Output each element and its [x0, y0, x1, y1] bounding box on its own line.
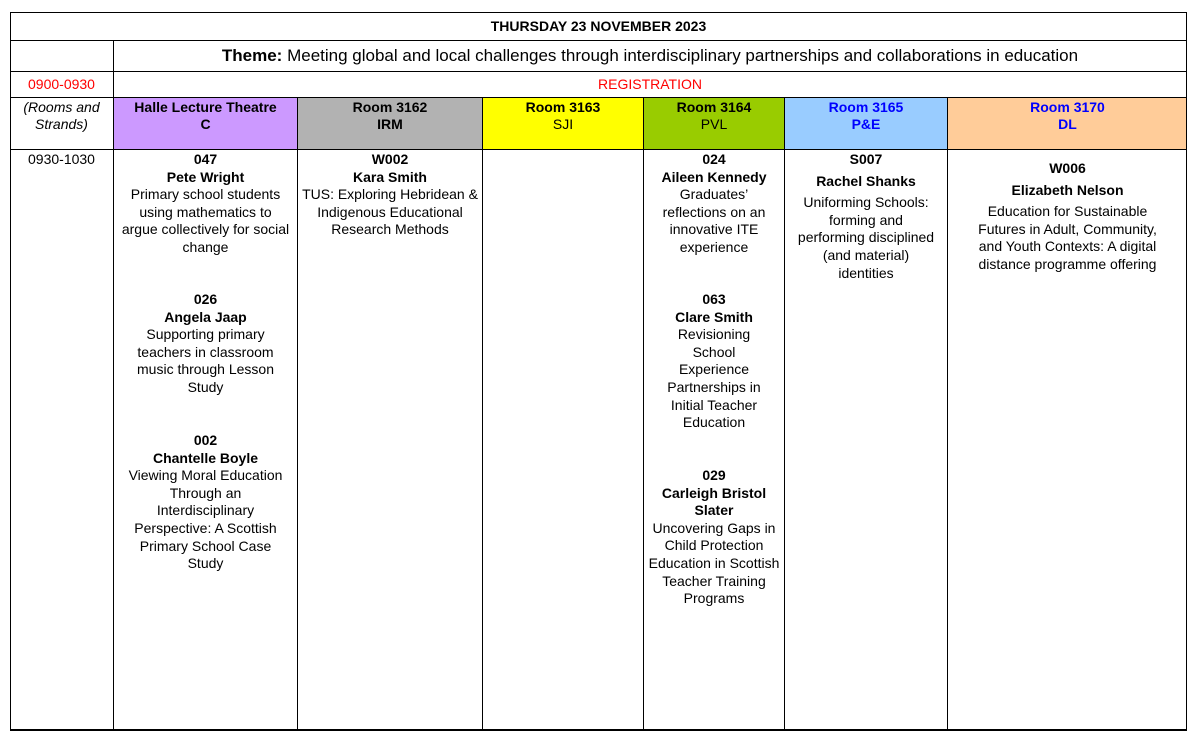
presenter-name: Elizabeth Nelson	[1011, 181, 1124, 198]
presenter-name: Kara Smith	[353, 168, 427, 185]
divider	[784, 97, 785, 731]
session-title: TUS: Exploring Hebridean & Indigenous Educational Research Methods	[302, 186, 478, 238]
border-left	[10, 12, 11, 731]
session-title: Viewing Moral Education Through an Interdisciplinary Perspective: A Scottish Primary School Case Study	[128, 467, 283, 572]
session-029	[644, 467, 784, 608]
room-header-3165	[785, 98, 947, 149]
room-header-3164	[644, 98, 784, 149]
session-026	[114, 291, 297, 397]
divider	[643, 97, 644, 731]
room-name: Room 3163	[525, 99, 601, 115]
room-name: Halle Lecture Theatre	[134, 99, 277, 115]
session-code: 029	[702, 467, 726, 483]
presenter-name: Chantelle Boyle	[152, 449, 259, 466]
session-code: 024	[702, 151, 726, 167]
presenter-name: Rachel Shanks	[816, 172, 916, 189]
session-w006	[948, 160, 1187, 274]
session-code: 063	[702, 291, 726, 307]
divider	[947, 97, 948, 731]
session-024	[644, 151, 784, 257]
session-title: Revisioning School Experience Partnerships in Initial Teacher Education	[667, 326, 761, 431]
strand-code: PVL	[700, 116, 728, 132]
session-title: Graduates’ reflections on an innovative ITE experience	[662, 186, 766, 255]
session-s007	[785, 151, 947, 282]
rooms-and-strands-label	[10, 98, 113, 149]
date-title: THURSDAY 23 NOVEMBER 2023	[490, 18, 707, 34]
strand-code: DL	[1058, 116, 1077, 132]
room-name: Room 3162	[352, 99, 428, 115]
room-header-halle	[114, 98, 297, 149]
session-code: W002	[371, 151, 409, 167]
session-code: 047	[193, 151, 218, 167]
room-header-3162	[298, 98, 482, 149]
session-title: Supporting primary teachers in classroom music through Lesson Study	[137, 326, 274, 395]
registration-time: 0900-0930	[28, 76, 95, 92]
session-002	[114, 432, 297, 573]
theme-label: Theme:	[221, 46, 283, 65]
border-top	[10, 12, 1187, 13]
presenter-name: Clare Smith	[675, 308, 753, 325]
divider	[297, 97, 298, 731]
slot-time: 0930-1030	[28, 151, 95, 167]
theme-row	[113, 41, 1187, 71]
divider	[113, 40, 114, 731]
session-w002	[298, 151, 482, 239]
session-code: W006	[1049, 160, 1086, 176]
divider	[10, 149, 1187, 150]
session-063	[644, 291, 784, 432]
presenter-name: Carleigh Bristol Slater	[661, 484, 767, 519]
rooms-label-line1: (Rooms and	[23, 99, 100, 115]
schedule-table	[10, 12, 1187, 730]
divider	[10, 97, 1187, 98]
strand-code: P&E	[851, 116, 881, 132]
theme-text: Meeting global and local challenges through interdisciplinary partnerships and collaborations in education	[282, 46, 1079, 65]
border-right	[1186, 12, 1187, 731]
room-name: Room 3164	[676, 99, 752, 115]
presenter-name: Aileen Kennedy	[661, 168, 767, 185]
session-code: S007	[849, 151, 883, 167]
session-code: 002	[193, 432, 218, 448]
divider	[10, 40, 1187, 41]
room-name: Room 3170	[1030, 99, 1105, 115]
strand-code: SJI	[552, 116, 574, 132]
session-title: Primary school students using mathematics to argue collectively for social change	[121, 186, 290, 255]
room-header-3170	[948, 98, 1187, 149]
room-header-3163	[483, 98, 643, 149]
session-title: Education for Sustainable Futures in Adult, Community, and Youth Contexts: A digital distance programme offering	[978, 203, 1157, 272]
session-title: Uniforming Schools: forming and performing disciplined (and material) identities	[797, 194, 935, 281]
session-title: Uncovering Gaps in Child Protection Education in Scottish Teacher Training Programs	[648, 519, 780, 607]
room-name: Room 3165	[828, 99, 904, 115]
presenter-name: Pete Wright	[166, 168, 245, 185]
presenter-name: Angela Jaap	[164, 308, 247, 325]
divider	[482, 97, 483, 731]
border-bottom	[10, 729, 1187, 731]
rooms-label-line2: Strands)	[35, 116, 88, 132]
divider	[10, 71, 1187, 72]
strand-code: IRM	[377, 116, 403, 132]
session-code: 026	[193, 291, 218, 307]
session-047	[114, 151, 297, 257]
strand-code: C	[200, 116, 211, 132]
registration-label: REGISTRATION	[598, 76, 702, 92]
